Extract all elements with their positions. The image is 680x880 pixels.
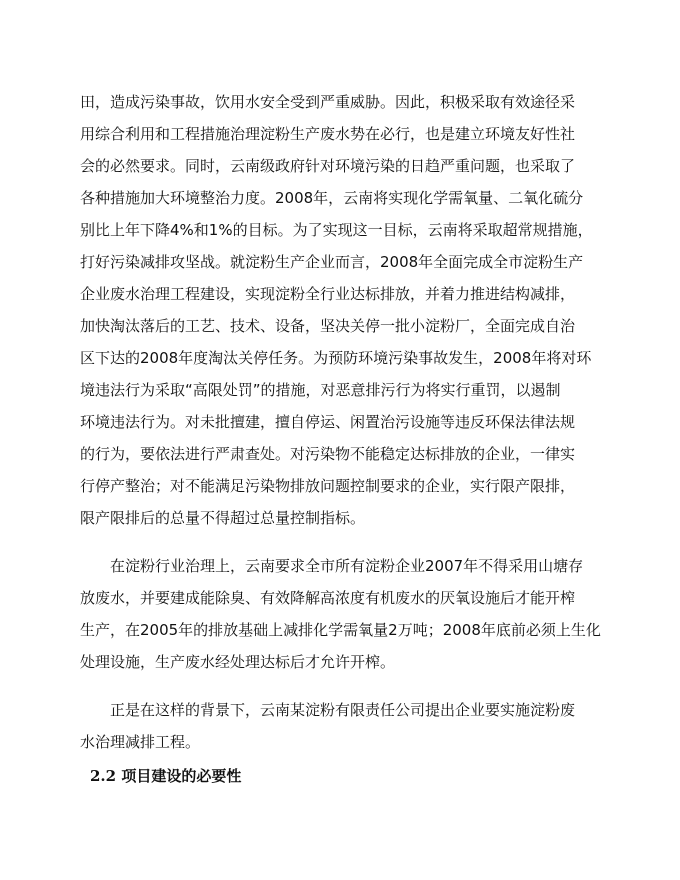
text-line: 区下达的2008年度淘汰关停任务。为预防环境污染事故发生，2008年将对环 [80,349,592,367]
text-line: 的行为，要依法进行严肃查处。对污染物不能稳定达标排放的企业，一律实 [80,445,576,463]
text-line: 田，造成污染事故，饮用水安全受到严重威胁。因此，积极采取有效途径采 [80,93,576,111]
text-line: 用综合利用和工程措施治理淀粉生产废水势在必行，也是建立环境友好性社 [80,125,576,143]
text-line: 别比上年下降4%和1%的目标。为了实现这一目标，云南将采取超常规措施， [80,221,593,239]
text-line: 会的必然要求。同时，云南级政府针对环境污染的日趋严重问题，也采取了 [80,157,576,175]
text-line: 水治理减排工程。 [80,733,201,751]
text-line: 企业废水治理工程建设，实现淀粉全行业达标排放，并着力推进结构减排， [80,285,576,303]
text-line: 放废水，并要建成能除臭、有效降解高浓度有机废水的厌氧设施后才能开榨 [80,589,576,607]
text-line: 生产，在2005年的排放基础上减排化学需氧量2万吨；2008年底前必须上生化 [80,621,601,639]
text-line: 在淀粉行业治理上，云南要求全市所有淀粉企业2007年不得采用山塘存 [110,557,584,575]
text-line: 境违法行为采取“高限处罚”的措施，对恶意排污行为将实行重罚，以遏制 [80,381,561,399]
text-line: 限产限排后的总量不得超过总量控制指标。 [80,509,366,527]
text-line: 加快淘汰落后的工艺、技术、设备，坚决关停一批小淀粉厂，全面完成自治 [80,317,576,335]
text-line: 正是在这样的背景下，云南某淀粉有限责任公司提出企业要实施淀粉废 [110,701,576,719]
text-line: 各种措施加大环境整治力度。2008年，云南将实现化学需氧量、二氧化硫分 [80,189,584,207]
text-line: 打好污染减排攻坚战。就淀粉生产企业而言，2008年全面完成全市淀粉生产 [80,253,584,271]
text-line: 行停产整治；对不能满足污染物排放问题控制要求的企业，实行限产限排， [80,477,576,495]
text-line: 处理设施，生产废水经处理达标后才允许开榨。 [80,653,396,671]
text-line: 环境违法行为。对未批擅建，擅自停运、闲置治污设施等违反环保法律法规 [80,413,576,431]
section-heading: 2.2 项目建设的必要性 [90,767,242,785]
